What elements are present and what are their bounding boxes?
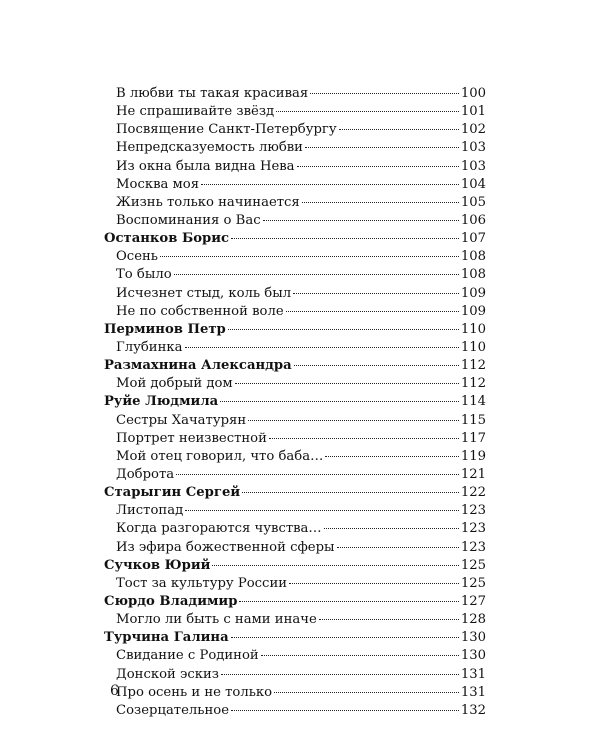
dot-leader xyxy=(310,93,459,94)
dot-leader xyxy=(339,129,459,130)
toc-author-entry xyxy=(104,557,486,575)
toc-entry xyxy=(104,466,486,484)
toc-entry xyxy=(104,647,486,665)
toc-entry-title: Донской эскиз xyxy=(116,666,219,682)
dot-leader xyxy=(294,365,459,366)
dot-leader xyxy=(242,492,459,493)
dot-leader xyxy=(337,547,459,548)
dot-leader xyxy=(305,147,459,148)
page-number: 6 xyxy=(110,683,119,699)
toc-entry-page: 123 xyxy=(460,503,486,519)
toc-entry xyxy=(104,684,486,702)
toc-entry xyxy=(104,158,486,176)
toc-entry-page: 125 xyxy=(460,575,486,591)
dot-leader xyxy=(325,456,459,457)
toc-entry xyxy=(104,285,486,303)
dot-leader xyxy=(201,184,459,185)
toc-entry xyxy=(104,502,486,520)
toc-entry-page: 107 xyxy=(460,231,486,247)
toc-entry-page: 122 xyxy=(460,485,486,501)
toc-author-entry xyxy=(104,393,486,411)
toc-author-entry xyxy=(104,357,486,375)
toc-author-entry xyxy=(104,593,486,611)
toc-entry-title: Воспоминания о Вас xyxy=(116,212,261,228)
dot-leader xyxy=(185,347,459,348)
toc-entry xyxy=(104,375,486,393)
toc-entry xyxy=(104,212,486,230)
dot-leader xyxy=(221,674,459,675)
dot-leader xyxy=(212,565,458,566)
dot-leader xyxy=(319,619,459,620)
toc-author-name: Сюрдо Владимир xyxy=(104,593,238,609)
toc-entry xyxy=(104,666,486,684)
dot-leader xyxy=(235,383,459,384)
toc-entry xyxy=(104,448,486,466)
toc-entry-page: 108 xyxy=(460,249,486,265)
toc-entry-title: Из эфира божественной сферы xyxy=(116,539,335,555)
toc-entry-title: Созерцательное xyxy=(116,702,230,718)
toc-entry-page: 101 xyxy=(460,104,486,120)
dot-leader xyxy=(289,583,459,584)
dot-leader xyxy=(274,692,459,693)
dot-leader xyxy=(269,438,459,439)
toc-entry-title: Мой отец говорил, что баба… xyxy=(116,448,324,464)
toc-entry-title: Листопад xyxy=(116,503,184,519)
toc-entry xyxy=(104,266,486,284)
toc-entry-page: 127 xyxy=(460,593,486,609)
dot-leader xyxy=(263,220,459,221)
dot-leader xyxy=(231,238,459,239)
toc-entry xyxy=(104,303,486,321)
toc-entry xyxy=(104,85,486,103)
toc-entry xyxy=(104,575,486,593)
toc-entry-title: Посвящение Санкт-Петербургу xyxy=(116,122,337,138)
toc-author-name: Руйе Людмила xyxy=(104,394,219,410)
toc-entry-title: Москва моя xyxy=(116,176,200,192)
toc-entry-page: 128 xyxy=(460,612,486,628)
toc-entry-title: Исчезнет стыд, коль был xyxy=(116,285,292,301)
dot-leader xyxy=(286,311,459,312)
toc-entry xyxy=(104,702,486,720)
toc-entry xyxy=(104,194,486,212)
toc-entry-page: 109 xyxy=(460,285,486,301)
toc-entry-title: Могло ли быть с нами иначе xyxy=(116,612,317,628)
toc-author-entry xyxy=(104,484,486,502)
dot-leader xyxy=(228,329,459,330)
toc-entry-page: 103 xyxy=(460,158,486,174)
toc-entry xyxy=(104,539,486,557)
toc-entry xyxy=(104,139,486,157)
table-of-contents xyxy=(104,85,486,720)
dot-leader xyxy=(174,274,459,275)
toc-entry-page: 100 xyxy=(460,86,486,101)
toc-entry-title: Свидание с Родиной xyxy=(116,648,259,664)
toc-entry-page: 119 xyxy=(460,448,486,464)
toc-entry xyxy=(104,430,486,448)
toc-entry-page: 131 xyxy=(460,684,486,700)
toc-author-entry xyxy=(104,321,486,339)
toc-entry-page: 110 xyxy=(460,339,486,355)
toc-entry-title: Осень xyxy=(116,249,158,265)
dot-leader xyxy=(293,293,459,294)
toc-entry xyxy=(104,248,486,266)
toc-author-name: Старыгин Сергей xyxy=(104,485,241,501)
toc-entry-title: Доброта xyxy=(116,466,175,482)
toc-entry-page: 109 xyxy=(460,303,486,319)
toc-entry xyxy=(104,520,486,538)
dot-leader xyxy=(276,111,459,112)
toc-entry-page: 123 xyxy=(460,539,486,555)
dot-leader xyxy=(160,256,459,257)
toc-entry-title: Из окна была видна Нева xyxy=(116,158,295,174)
toc-entry-page: 130 xyxy=(460,630,486,646)
toc-entry-title: Тост за культуру России xyxy=(116,575,288,591)
toc-entry xyxy=(104,121,486,139)
dot-leader xyxy=(302,202,459,203)
toc-entry-title: Когда разгораются чувства… xyxy=(116,521,322,537)
toc-entry xyxy=(104,339,486,357)
toc-entry-title: Про осень и не только xyxy=(116,684,273,700)
toc-entry xyxy=(104,176,486,194)
toc-entry xyxy=(104,611,486,629)
toc-entry-page: 110 xyxy=(460,321,486,337)
dot-leader xyxy=(239,601,458,602)
dot-leader xyxy=(261,655,459,656)
toc-entry-page: 114 xyxy=(460,394,486,410)
dot-leader xyxy=(176,474,459,475)
toc-entry-title: Не по собственной воле xyxy=(116,303,284,319)
toc-entry-title: Жизнь только начинается xyxy=(116,194,300,210)
dot-leader xyxy=(231,637,459,638)
toc-entry-title: Сестры Хачатурян xyxy=(116,412,247,428)
toc-entry-title: В любви ты такая красивая xyxy=(116,86,309,101)
toc-author-entry xyxy=(104,230,486,248)
toc-entry-page: 106 xyxy=(460,212,486,228)
toc-author-name: Размахнина Александра xyxy=(104,358,292,374)
toc-entry xyxy=(104,103,486,121)
toc-entry-page: 103 xyxy=(460,140,486,156)
dot-leader xyxy=(185,510,459,511)
toc-entry-page: 108 xyxy=(460,267,486,283)
toc-entry-page: 123 xyxy=(460,521,486,537)
toc-entry-page: 132 xyxy=(460,702,486,718)
toc-entry-title: То было xyxy=(116,267,172,283)
dot-leader xyxy=(220,401,459,402)
toc-entry-page: 125 xyxy=(460,557,486,573)
toc-entry-page: 130 xyxy=(460,648,486,664)
toc-author-entry xyxy=(104,629,486,647)
toc-author-name: Сучков Юрий xyxy=(104,557,211,573)
toc-entry-page: 104 xyxy=(460,176,486,192)
dot-leader xyxy=(324,528,459,529)
toc-entry-page: 117 xyxy=(460,430,486,446)
toc-author-name: Перминов Петр xyxy=(104,321,226,337)
dot-leader xyxy=(248,420,459,421)
toc-entry-page: 121 xyxy=(460,466,486,482)
toc-author-name: Останков Борис xyxy=(104,231,230,247)
toc-entry-page: 105 xyxy=(460,194,486,210)
toc-entry-page: 112 xyxy=(460,376,486,392)
toc-entry-title: Портрет неизвестной xyxy=(116,430,267,446)
toc-author-name: Турчина Галина xyxy=(104,630,229,646)
dot-leader xyxy=(231,710,459,711)
toc-entry-page: 131 xyxy=(460,666,486,682)
toc-entry-title: Глубинка xyxy=(116,339,183,355)
toc-entry-title: Не спрашивайте звёзд xyxy=(116,104,275,120)
toc-entry-page: 115 xyxy=(460,412,486,428)
dot-leader xyxy=(297,166,459,167)
toc-entry-page: 102 xyxy=(460,122,486,138)
toc-entry-title: Мой добрый дом xyxy=(116,376,233,392)
toc-entry xyxy=(104,412,486,430)
toc-entry-page: 112 xyxy=(460,358,486,374)
toc-entry-title: Непредсказуемость любви xyxy=(116,140,303,156)
